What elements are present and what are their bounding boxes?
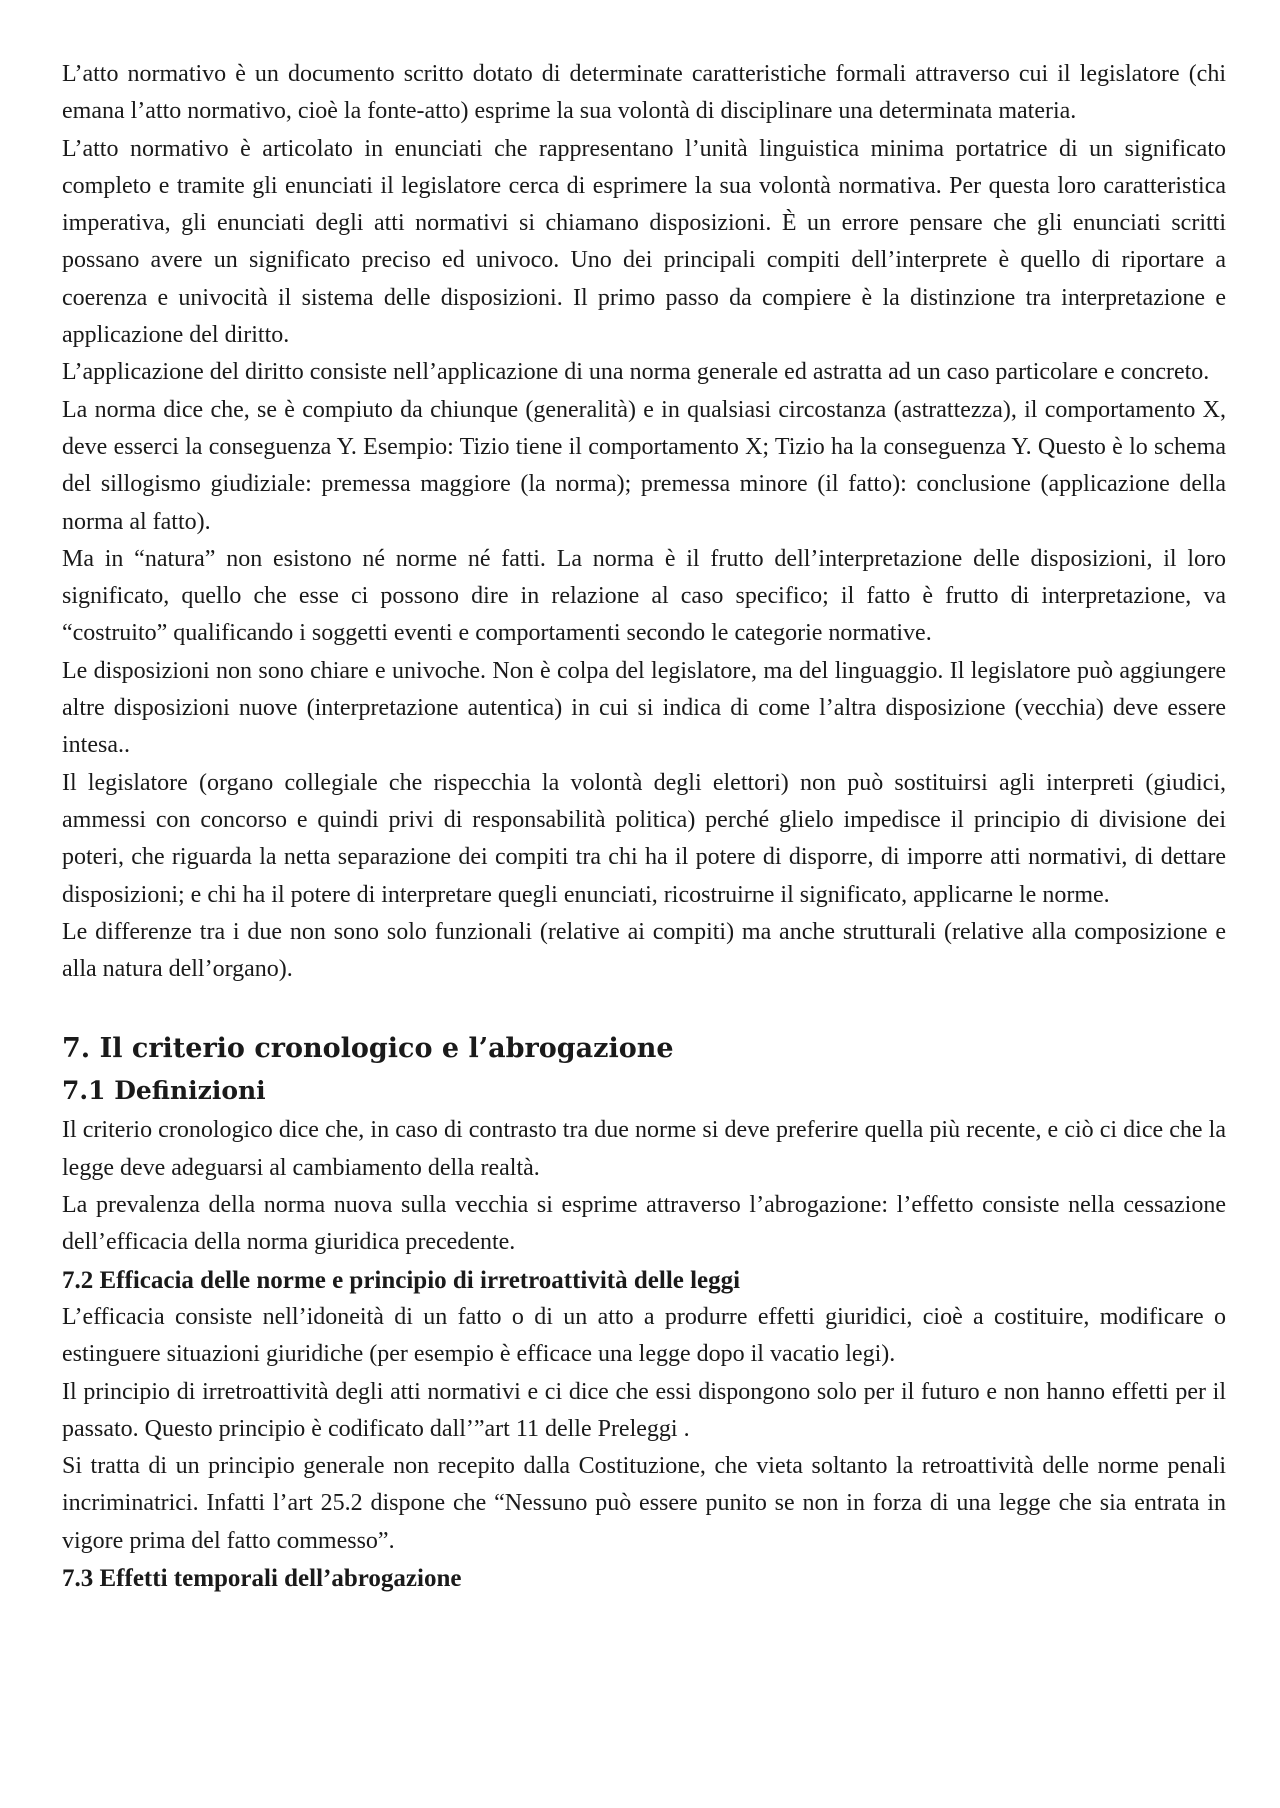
paragraph: Il legislatore (organo collegiale che rispecchia la volontà degli elettori) non può sostituirsi agli interpreti (giudici, ammessi con concorso e quindi privi di responsabilità politica) perché glielo impedisce il principio di divisione dei poteri, che riguarda la netta separazione dei compiti tra chi ha il potere di disporre, di imporre atti normativi, di dettare disposizioni; e chi ha il potere di interpretare quegli enunciati, ricostruirne il significato, applicarne le norme. [62, 769, 1226, 908]
section-7-3-heading: 7.3 Effetti temporali dell’abrogazione [62, 1564, 462, 1592]
paragraph: Il criterio cronologico dice che, in caso di contrasto tra due norme si deve preferire quella più recente, e ciò ci dice che la legge deve adeguarsi al cambiamento della realtà. [62, 1117, 1226, 1181]
document-page [62, 56, 1226, 1597]
paragraph: Ma in “natura” non esistono né norme né fatti. La norma è il frutto dell’interpretazione delle disposizioni, il loro significato, quello che esse ci possono dire in relazione al caso specifico; il fatto è frutto di interpretazione, va “costruito” qualificando i soggetti eventi e comportamenti secondo le categorie normative. [62, 545, 1226, 647]
paragraph: Le disposizioni non sono chiare e univoche. Non è colpa del legislatore, ma del linguaggio. Il legislatore può aggiungere altre disposizioni nuove (interpretazione autentica) in cui si indica di come l’altra disposizione (vecchia) deve essere intesa.. [62, 657, 1226, 759]
paragraph: L’atto normativo è articolato in enunciati che rappresentano l’unità linguistica minima portatrice di un significato completo e tramite gli enunciati il legislatore cerca di esprimere la sua volontà normativa. Per questa loro caratteristica imperativa, gli enunciati degli atti normativi si chiamano disposizioni. È un errore pensare che gli enunciati scritti possano avere un significato preciso ed univoco. Uno dei principali compiti dell’interprete è quello di riportare a coerenza e univocità il sistema delle disposizioni. Il primo passo da compiere è la distinzione tra interpretazione e applicazione del diritto. [62, 135, 1226, 349]
section-7-1-heading: 7.1 Definizioni [62, 1076, 266, 1106]
paragraph: L’applicazione del diritto consiste nell’applicazione di una norma generale ed astratta ad un caso particolare e concreto. [62, 359, 1210, 386]
paragraph: L’efficacia consiste nell’idoneità di un fatto o di un atto a produrre effetti giuridici, cioè a costituire, modificare o estinguere situazioni giuridiche (per esempio è efficace una legge dopo il vacatio legi). [62, 1303, 1226, 1368]
paragraph: La prevalenza della norma nuova sulla vecchia si esprime attraverso l’abrogazione: l’effetto consiste nella cessazione dell’efficacia della norma giuridica precedente. [62, 1192, 1226, 1256]
section-7-heading: 7. Il criterio cronologico e l’abrogazione [62, 1033, 674, 1065]
paragraph: Il principio di irretroattività degli atti normativi e ci dice che essi dispongono solo per il futuro e non hanno effetti per il passato. Questo principio è codificato dall’”art 11 delle Preleggi . [62, 1378, 1226, 1442]
paragraph: La norma dice che, se è compiuto da chiunque (generalità) e in qualsiasi circostanza (astrattezza), il comportamento X, deve esserci la conseguenza Y. Esempio: Tizio tiene il comportamento X; Tizio ha la conseguenza Y. Questo è lo schema del sillogismo giudiziale: premessa maggiore (la norma); premessa minore (il fatto): conclusione (applicazione della norma al fatto). [62, 396, 1226, 535]
section-7-2-heading: 7.2 Efficacia delle norme e principio di irretroattività delle leggi [62, 1266, 741, 1294]
paragraph: Le differenze tra i due non sono solo funzionali (relative ai compiti) ma anche strutturali (relative alla composizione e alla natura dell’organo). [62, 918, 1226, 983]
paragraph: L’atto normativo è un documento scritto dotato di determinate caratteristiche formali attraverso cui il legislatore (chi emana l’atto normativo, cioè la fonte-atto) esprime la sua volontà di disciplinare una determinata materia. [62, 61, 1226, 125]
paragraph: Si tratta di un principio generale non recepito dalla Costituzione, che vieta soltanto la retroattività delle norme penali incriminatrici. Infatti l’art 25.2 dispone che “Nessuno può essere punito se non in forza di una legge che sia entrata in vigore prima del fatto commesso”. [62, 1453, 1226, 1554]
